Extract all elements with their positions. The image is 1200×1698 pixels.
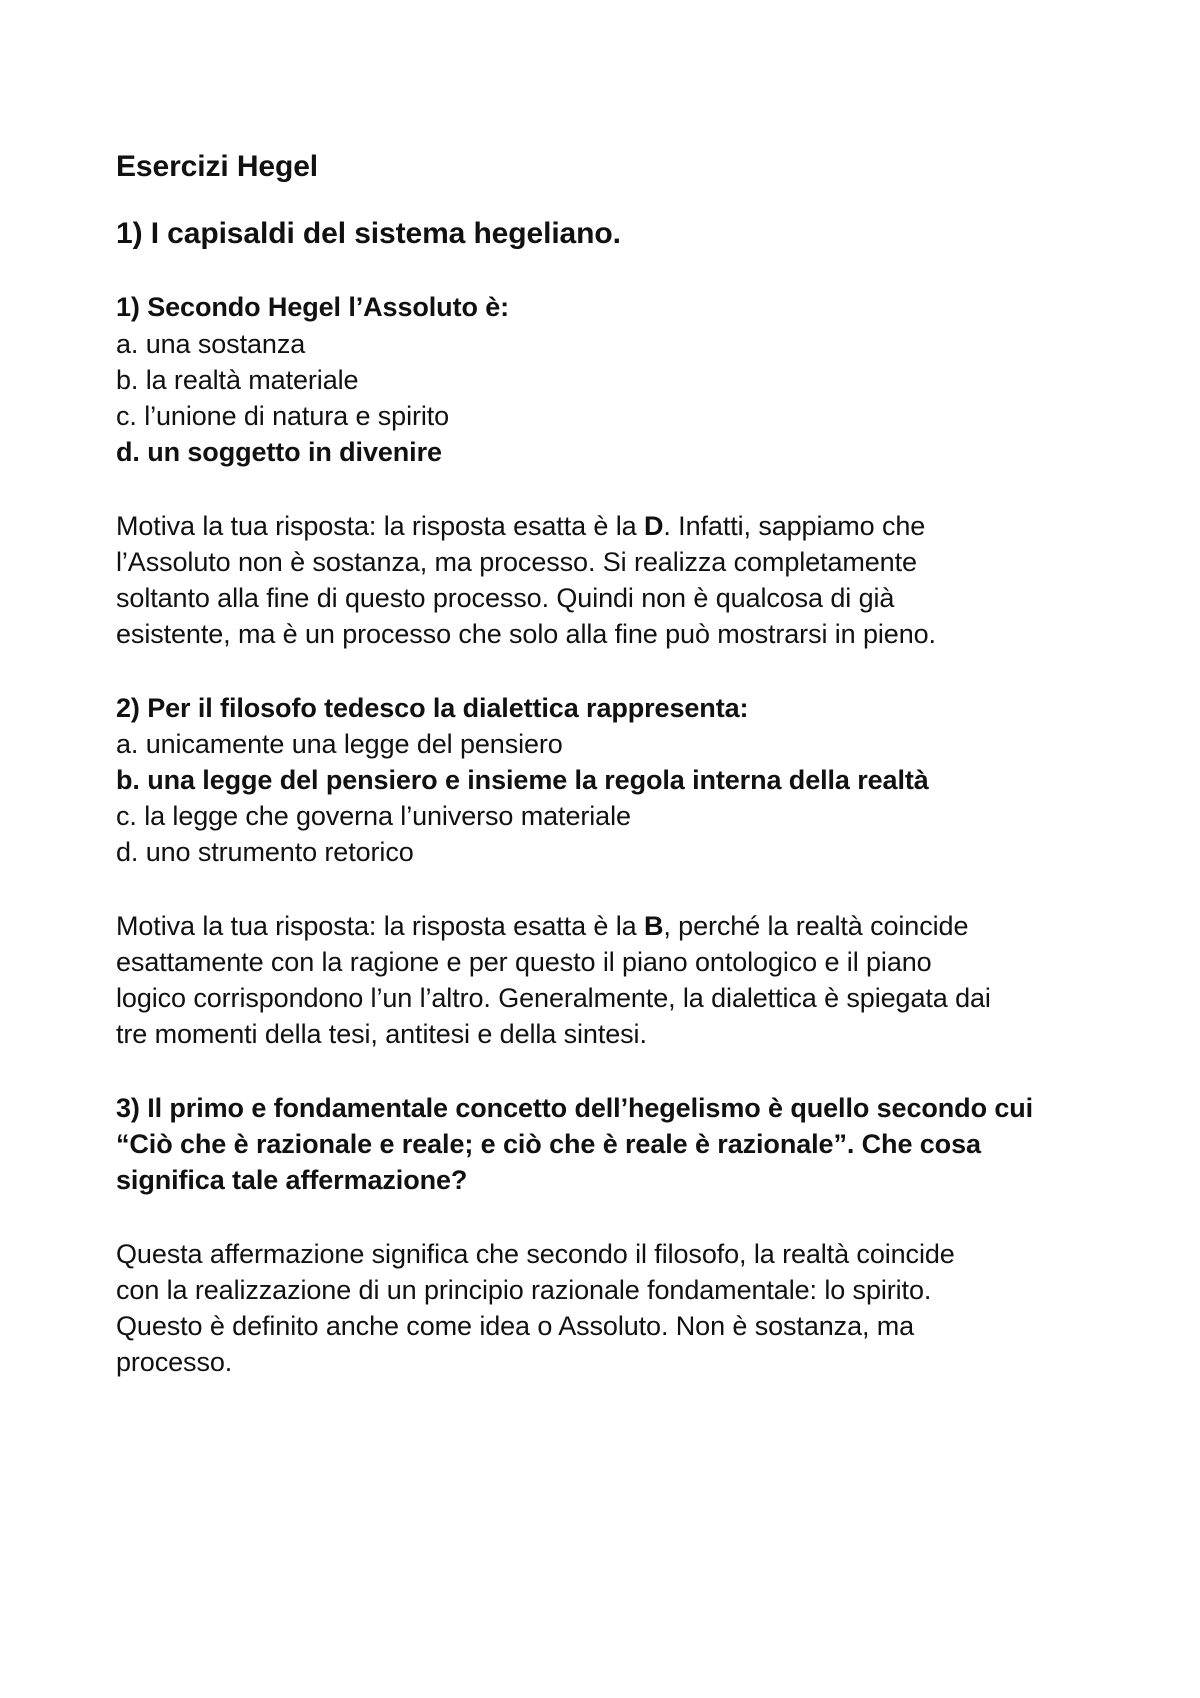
- q3-answer-line-1: Questa affermazione significa che secondo il filosofo, la realtà coincide: [116, 1239, 955, 1269]
- q3-answer-line-2: con la realizzazione di un principio razionale fondamentale: lo spirito.: [116, 1275, 932, 1305]
- q2-option-a: a. unicamente una legge del pensiero: [116, 729, 563, 759]
- q2-answer-line-4: tre momenti della tesi, antitesi e della sintesi.: [116, 1019, 647, 1049]
- q3-question-line-3: significa tale affermazione?: [116, 1165, 468, 1195]
- q3-answer-line-4: processo.: [116, 1347, 233, 1377]
- q2-option-c: c. la legge che governa l’universo materiale: [116, 801, 631, 831]
- q2-option-d: d. uno strumento retorico: [116, 837, 414, 867]
- q1-answer-line-3: soltanto alla fine di questo processo. Quindi non è qualcosa di già: [116, 583, 895, 613]
- q1-correct-letter: D: [643, 511, 664, 541]
- q2-correct-letter: B: [643, 911, 664, 941]
- q1-option-d-correct: d. un soggetto in divenire: [116, 437, 442, 467]
- q2-answer-line-2: esattamente con la ragione e per questo il piano ontologico e il piano: [116, 947, 932, 977]
- q1-option-a: a. una sostanza: [116, 329, 306, 359]
- section-heading: 1) I capisaldi del sistema hegeliano.: [116, 217, 621, 250]
- q3-question-line-1: 3) Il primo e fondamentale concetto dell’hegelismo è quello secondo cui: [116, 1093, 1034, 1123]
- q1-answer-line-2: l’Assoluto non è sostanza, ma processo. Si realizza completamente: [116, 547, 917, 577]
- q2-answer-line-1: Motiva la tua risposta: la risposta esatta è la B, perché la realtà coincide: [116, 911, 969, 941]
- q3-answer-line-3: Questo è definito anche come idea o Assoluto. Non è sostanza, ma: [116, 1311, 915, 1341]
- q1-option-b: b. la realtà materiale: [116, 365, 359, 395]
- q1-option-c: c. l’unione di natura e spirito: [116, 401, 450, 431]
- q2-question: 2) Per il filosofo tedesco la dialettica rappresenta:: [116, 693, 749, 723]
- document-title: Esercizi Hegel: [116, 150, 319, 183]
- q1-answer-line-4: esistente, ma è un processo che solo alla fine può mostrarsi in pieno.: [116, 619, 936, 649]
- q2-answer-line-3: logico corrispondono l’un l’altro. Generalmente, la dialettica è spiegata dai: [116, 983, 991, 1013]
- q3-question-line-2: “Ciò che è razionale e reale; e ciò che è reale è razionale”. Che cosa: [116, 1129, 981, 1159]
- q2-option-b-correct: b. una legge del pensiero e insieme la regola interna della realtà: [116, 765, 929, 795]
- q1-question: 1) Secondo Hegel l’Assoluto è:: [116, 292, 510, 322]
- q1-answer-line-1: Motiva la tua risposta: la risposta esatta è la D. Infatti, sappiamo che: [116, 511, 926, 541]
